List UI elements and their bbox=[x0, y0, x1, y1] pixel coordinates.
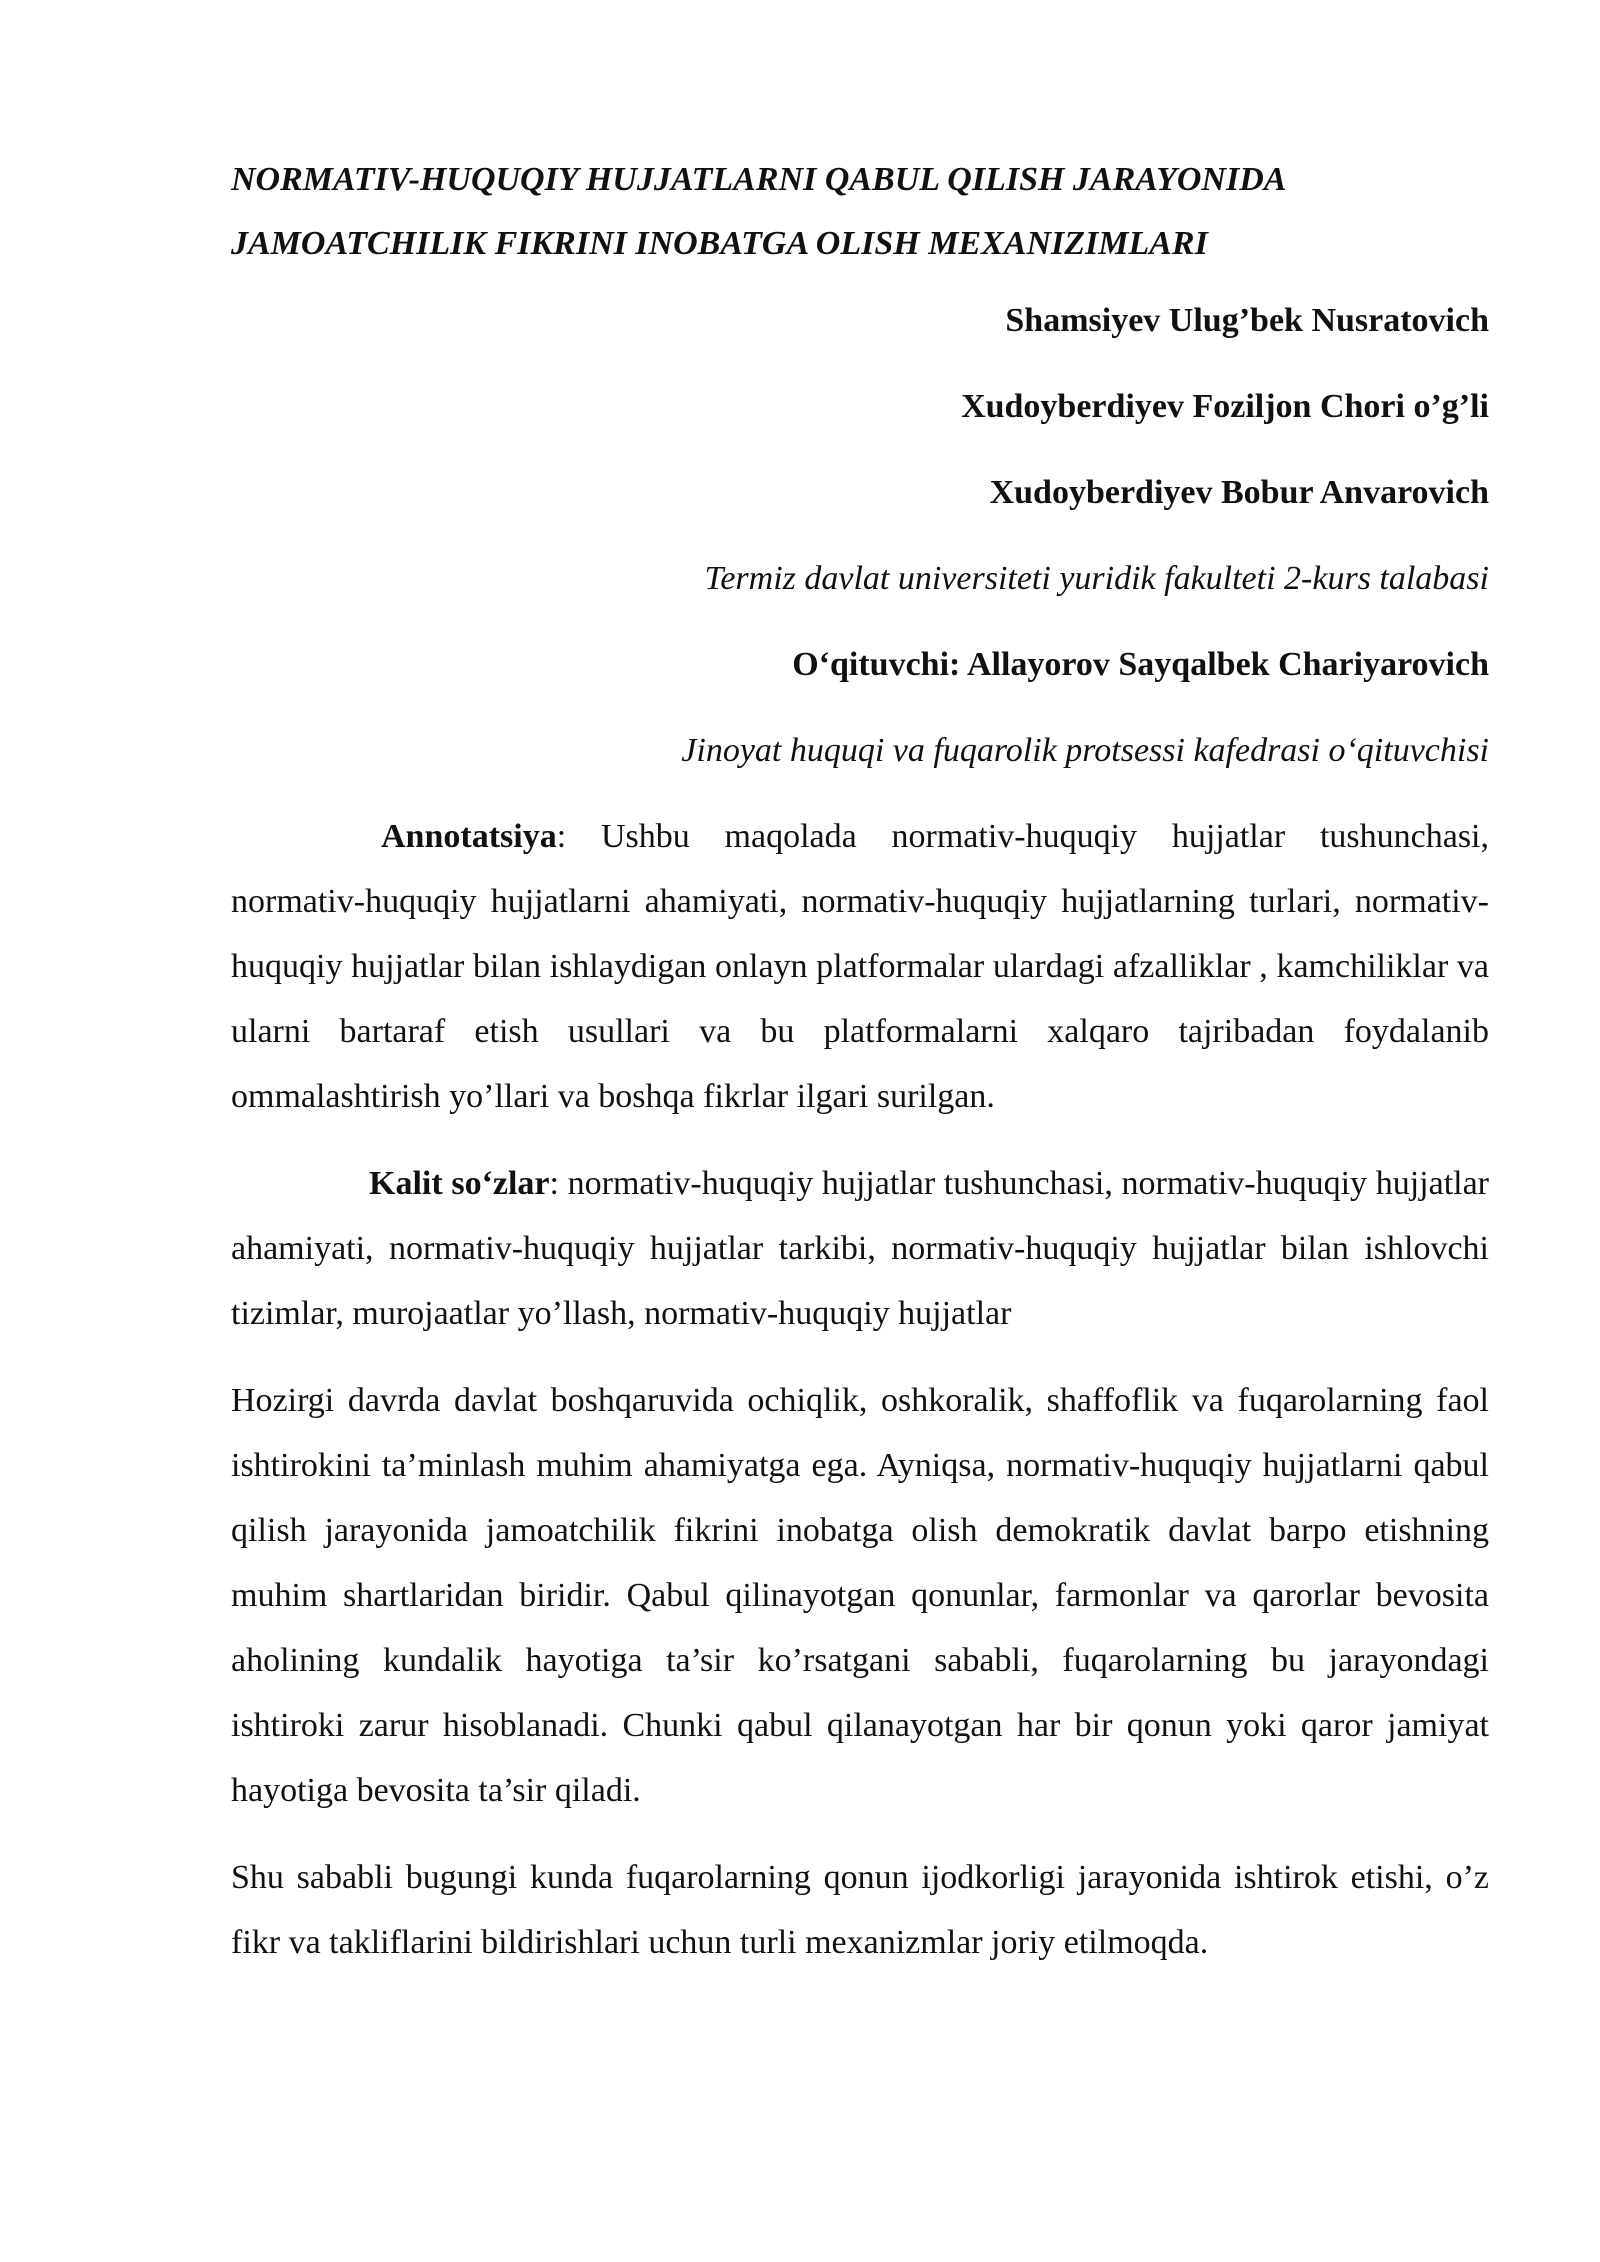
author-3: Xudoyberdiyev Bobur Anvarovich bbox=[989, 474, 1489, 511]
authors-block bbox=[231, 278, 1489, 794]
teacher-name: O‘qituvchi: Allayorov Sayqalbek Chariyarovich bbox=[792, 646, 1489, 683]
body-paragraph-2: Shu sababli bugungi kunda fuqarolarning qonun ijodkorligi jarayonida ishtirok etishi, o’z fikr va takliflarini bildirishlari uchun turli mexanizmlar joriy etilmoqda. bbox=[231, 1859, 1489, 1961]
keywords-text: : normativ-huquqiy hujjatlar tushunchasi, normativ-huquqiy hujjatlar ahamiyati, normativ-huquqiy hujjatlar tarkibi, normativ-huquqiy hujjatlar bilan ishlovchi tizimlar, murojaatlar yo’llash, normativ-huquqiy hujjatlar bbox=[231, 1165, 1490, 1332]
author-1: Shamsiyev Ulug’bek Nusratovich bbox=[1005, 302, 1489, 339]
author-2: Xudoyberdiyev Foziljon Chori o’g’li bbox=[961, 388, 1489, 425]
annotation-label: Annotatsiya bbox=[381, 818, 557, 855]
keywords-label: Kalit so‘zlar bbox=[369, 1165, 550, 1202]
student-affiliation: Termiz davlat universiteti yuridik fakulteti 2-kurs talabasi bbox=[704, 560, 1489, 597]
document-page bbox=[231, 148, 1489, 1975]
annotation-paragraph bbox=[231, 804, 1489, 1129]
keywords-paragraph bbox=[231, 1151, 1489, 1346]
article-title-line-2: JAMOATCHILIK FIKRINI INOBATGA OLISH MEXANIZIMLARI bbox=[231, 225, 1208, 262]
teacher-affiliation: Jinoyat huquqi va fuqarolik protsessi kafedrasi o‘qituvchisi bbox=[681, 732, 1489, 769]
annotation-text: : Ushbu maqolada normativ-huquqiy hujjatlar tushunchasi, normativ-huquqiy hujjatlarni ahamiyati, normativ-huquqiy hujjatlarning turlari, normativ-huquqiy hujjatlar bilan ishlaydigan onlayn platformalar ulardagi afzalliklar , kamchiliklar va ularni bartaraf etish usullari va bu platformalarni xalqaro tajribadan foydalanib ommalashtirish yo’llari va boshqa fikrlar ilgari surilgan. bbox=[231, 818, 1489, 1115]
article-title bbox=[231, 148, 1489, 276]
article-title-line-1: NORMATIV-HUQUQIY HUJJATLARNI QABUL QILISH JARAYONIDA bbox=[231, 161, 1287, 198]
body-paragraph-1: Hozirgi davrda davlat boshqaruvida ochiqlik, oshkoralik, shaffoflik va fuqarolarning faol ishtirokini ta’minlash muhim ahamiyatga ega. Ayniqsa, normativ-huquqiy hujjatlarni qabul qilish jarayonida jamoatchilik fikrini inobatga olish demokratik davlat barpo etishning muhim shartlaridan biridir. Qabul qilinayotgan qonunlar, farmonlar va qarorlar bevosita aholining kundalik hayotiga ta’sir ko’rsatgani sababli, fuqarolarning bu jarayondagi ishtiroki zarur hisoblanadi. Chunki qabul qilanayotgan har bir qonun yoki qaror jamiyat hayotiga bevosita ta’sir qiladi. bbox=[231, 1382, 1489, 1809]
